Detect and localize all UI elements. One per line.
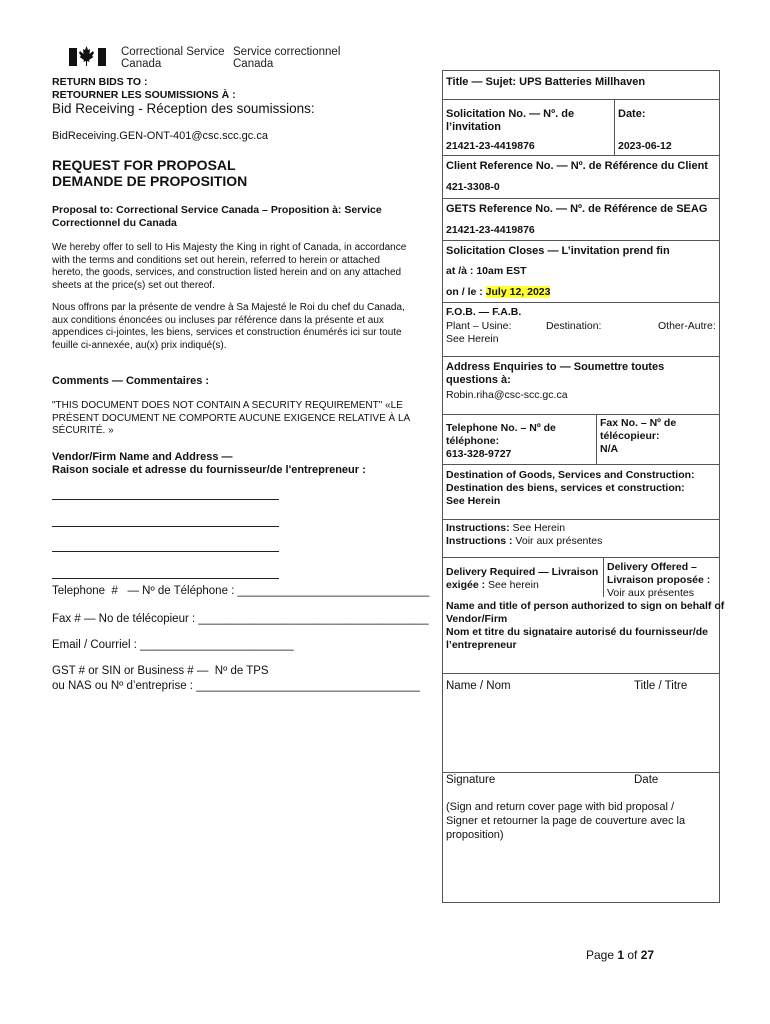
panel-divider — [614, 99, 615, 155]
gst-field[interactable]: ou NAS ou Nº d’entreprise : ___________________________________ — [52, 680, 421, 692]
flag-bar-left — [69, 48, 77, 66]
solicitation-label — [446, 108, 574, 134]
panel-divider — [442, 70, 719, 71]
offer-fr-line: Nous offrons par la présente de vendre à Sa Majesté le Roi du chef du Canada, — [52, 302, 405, 313]
destination-line3: See Herein — [446, 495, 501, 507]
instructions-en-label: Instructions: — [446, 522, 510, 534]
proposal-to — [52, 204, 382, 230]
gets-reference-label: GETS Reference No. — Nº. de Référence de SEAG — [446, 203, 708, 215]
fob-label: F.O.B. — F.A.B. — [446, 306, 522, 318]
delivery-offered-line2: Livraison proposée : — [607, 574, 711, 586]
fax-label-line2: télécopieur: — [600, 430, 660, 442]
delivery-offered-value: Voir aux présentes — [607, 587, 694, 599]
panel-divider — [442, 414, 719, 415]
vendor-label-line1: Vendor/Firm Name and Address — — [52, 451, 233, 463]
panel-divider — [442, 99, 719, 100]
fax-label — [600, 417, 676, 456]
client-reference-label: Client Reference No. — Nº. de Référence du Client — [446, 160, 708, 172]
gets-reference-value: 21421-23-4419876 — [446, 224, 535, 236]
fax-value: N/A — [600, 443, 619, 455]
solicitation-number: 21421-23-4419876 — [446, 140, 535, 152]
logo-en-line1: Correctional Service — [121, 46, 225, 58]
vendor-address-line[interactable] — [52, 578, 279, 579]
vendor-address-line[interactable] — [52, 526, 279, 527]
page-total: 27 — [640, 948, 655, 962]
delivery-offered — [607, 561, 710, 600]
closes-on-prefix: on / le : — [446, 286, 486, 298]
security-note-line: SÉCURITÉ. » — [52, 425, 114, 436]
signature-label: Signature — [446, 774, 496, 786]
vendor-label-line2: Raison sociale et adresse du fournisseur/de l'entrepreneur : — [52, 464, 366, 476]
maple-leaf-icon — [79, 46, 94, 66]
telephone-field[interactable]: Telephone # — Nº de Téléphone : ______________________________ — [52, 585, 430, 597]
bid-receiving-email[interactable]: BidReceiving.GEN-ONT-401@csc.scc.gc.ca — [52, 130, 268, 142]
panel-divider — [442, 155, 719, 156]
logo-fr-line2: Canada — [233, 58, 274, 70]
telephone-value: 613-328-9727 — [446, 448, 512, 460]
delivery-required — [446, 566, 598, 592]
offer-en-line: We hereby offer to sell to His Majesty the King in right of Canada, in accordance — [52, 242, 407, 253]
panel-divider — [442, 356, 719, 357]
instructions-fr-value: Voir aux présentes — [512, 535, 603, 547]
panel-divider — [603, 557, 604, 597]
telephone-label-line2: téléphone: — [446, 435, 500, 447]
solicitation-date: 2023-06-12 — [618, 140, 672, 152]
vendor-name-line[interactable] — [52, 499, 279, 500]
offer-english — [52, 242, 406, 292]
offer-en-line: sheets at the price(s) set out thereof. — [52, 279, 215, 291]
page-prefix: Page — [586, 948, 618, 962]
comments-label: Comments — Commentaires : — [52, 375, 210, 387]
security-note — [52, 400, 410, 438]
enquiries-email[interactable]: Robin.riha@csc-scc.gc.ca — [446, 389, 568, 401]
telephone-label-line1: Telephone No. – Nº de — [446, 422, 556, 434]
proposal-to-line1: Proposal to: Correctional Service Canada – Proposition à: Service — [52, 204, 382, 216]
fob-destination: Destination: — [546, 320, 602, 332]
logo-english — [121, 46, 225, 70]
instructions-fr-label: Instructions : — [446, 535, 513, 547]
sign-return-note — [446, 800, 685, 842]
instructions-en — [446, 522, 565, 535]
solicitation-closes-label: Solicitation Closes — L’invitation prend fin — [446, 245, 670, 257]
destination-line2: Destination des biens, services et construction: — [446, 482, 685, 494]
panel-divider — [442, 464, 719, 465]
offer-fr-line: aux conditions énoncées ou incluses par référence dans la présente et aux — [52, 314, 384, 326]
return-bids-en: RETURN BIDS TO : — [52, 76, 148, 88]
panel-divider — [442, 519, 719, 520]
authorized-line4: l’entrepreneur — [446, 639, 517, 651]
offer-fr-line: appendices ci-jointes, les biens, services et construction énumérés ici sur toute — [52, 327, 402, 338]
logo-fr-line1: Service correctionnel — [233, 46, 341, 58]
offer-en-line: hereto, the goods, services, and construction listed herein and on any attached — [52, 267, 402, 278]
solicitation-closes-time: at /à : 10am EST — [446, 265, 527, 277]
email-field[interactable]: Email / Courriel : ________________________ — [52, 639, 294, 651]
closes-on-date: July 12, 2023 — [485, 286, 551, 298]
fob-other: Other-Autre: — [658, 320, 716, 332]
telephone-label — [446, 422, 556, 461]
offer-french — [52, 302, 405, 352]
gst-label: GST # or SIN or Business # — Nº de TPS — [52, 665, 269, 677]
instructions-fr — [446, 535, 602, 548]
panel-divider — [442, 302, 719, 303]
flag-bar-right — [98, 48, 106, 66]
destination-info — [446, 469, 695, 508]
title-field: Title — Sujet: UPS Batteries Millhaven — [446, 76, 646, 88]
rfp-title — [52, 157, 247, 189]
authorized-line2: Vendor/Firm — [446, 613, 508, 625]
date-label: Date: — [618, 108, 646, 120]
client-reference-value: 421-3308-0 — [446, 181, 500, 193]
rfp-title-en: REQUEST FOR PROPOSAL — [52, 157, 236, 173]
name-title-signature-area[interactable] — [446, 696, 714, 768]
fob-see-herein: See Herein — [446, 333, 499, 345]
offer-fr-line: feuille ci-annexée, au(x) prix indiqué(s). — [52, 339, 227, 351]
solicitation-closes-date — [446, 286, 550, 299]
panel-divider — [596, 414, 597, 464]
delivery-offered-line1: Delivery Offered – — [607, 561, 697, 573]
solicitation-label-line2: l’invitation — [446, 121, 501, 133]
return-bids-fr: RETOURNER LES SOUMISSIONS À : — [52, 89, 236, 101]
page-of: of — [624, 948, 641, 962]
authorized-line3: Nom et titre du signataire autorisé du fournisseur/de — [446, 626, 708, 638]
enquiries-label-line1: Address Enquiries to — Soumettre toutes — [446, 361, 665, 373]
sign-return-line1: (Sign and return cover page with bid proposal / — [446, 801, 675, 813]
fob-plant: Plant – Usine: — [446, 320, 512, 332]
panel-divider — [442, 673, 719, 674]
rfp-title-fr: DEMANDE DE PROPOSITION — [52, 173, 248, 189]
offer-en-line: with the terms and conditions set out herein, referred to herein or attached — [52, 254, 380, 266]
authorized-signatory-label — [446, 600, 724, 652]
fax-label-line1: Fax No. – Nº de — [600, 417, 677, 429]
bid-receiving: Bid Receiving - Réception des soumissions: — [52, 101, 315, 116]
page-current: 1 — [617, 948, 625, 962]
title-label: Title / Titre — [634, 680, 688, 692]
vendor-label — [52, 451, 366, 477]
enquiries-label-line2: questions à: — [446, 374, 511, 386]
panel-divider — [442, 240, 719, 241]
return-bids-heading — [52, 76, 236, 102]
solicitation-label-line1: Solicitation No. — Nº. de — [446, 108, 575, 120]
enquiries-label — [446, 361, 664, 387]
page-number — [586, 948, 654, 962]
logo-en-line2: Canada — [121, 58, 162, 70]
delivery-required-line1: Delivery Required — Livraison — [446, 566, 599, 578]
vendor-address-line[interactable] — [52, 551, 279, 552]
authorized-line1: Name and title of person authorized to sign on behalf of — [446, 600, 725, 612]
panel-divider — [442, 557, 719, 558]
security-note-line: PRÉSENT DOCUMENT NE COMPORTE AUCUNE EXIGENCE RELATIVE À LA — [52, 412, 411, 424]
destination-line1: Destination of Goods, Services and Construction: — [446, 469, 695, 481]
instructions-en-value: See Herein — [509, 522, 566, 534]
date-signed-label: Date — [634, 774, 659, 786]
delivery-required-value: See herein — [488, 579, 539, 591]
delivery-required-label: exigée : — [446, 579, 489, 591]
fax-field[interactable]: Fax # — No de télécopieur : ____________________________________ — [52, 613, 429, 625]
name-label: Name / Nom — [446, 680, 511, 692]
security-note-line: "THIS DOCUMENT DOES NOT CONTAIN A SECURITY REQUIREMENT" «LE — [52, 400, 403, 411]
panel-divider — [442, 198, 719, 199]
logo-french — [233, 46, 340, 70]
panel-divider — [442, 772, 719, 773]
proposal-to-line2: Correctionnel du Canada — [52, 217, 177, 229]
sign-return-line3: proposition) — [446, 829, 504, 841]
sign-return-line2: Signer et retourner la page de couverture avec la — [446, 815, 686, 827]
